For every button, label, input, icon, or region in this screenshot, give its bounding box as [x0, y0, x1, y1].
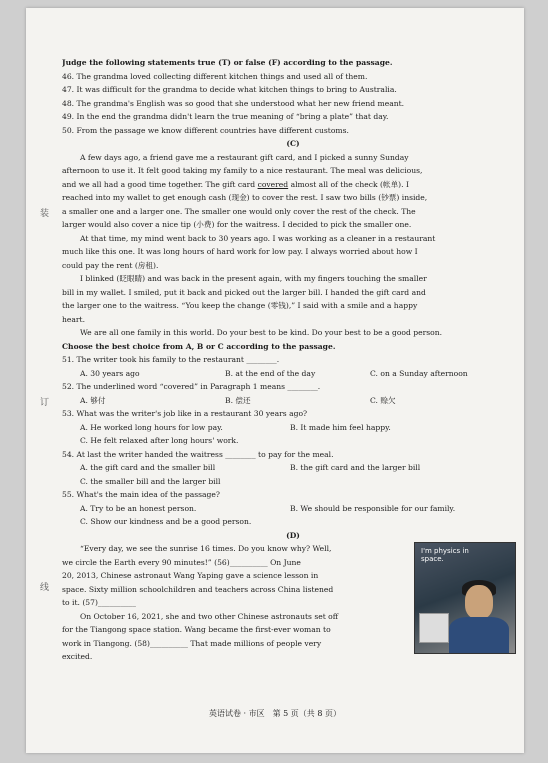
- passage-line: space. Sixty million schoolchildren and teachers across China listened: [62, 584, 334, 594]
- passage-line: excited.: [62, 652, 93, 661]
- options-row: [62, 502, 524, 516]
- tf-heading: Judge the following statements true (T) or false (F) according to the passage.: [62, 58, 393, 67]
- photo-caption: I'm physics in space.: [421, 547, 469, 563]
- mc-heading: Choose the best choice from A, B or C according to the passage.: [62, 341, 336, 351]
- binding-mark-zhuang: 装: [40, 209, 50, 219]
- question-stem: 55. What's the main idea of the passage?: [62, 490, 220, 499]
- tf-item: 50. From the passage we know different countries have different customs.: [62, 125, 349, 135]
- option-a: A. He worked long hours for low pay.: [80, 422, 223, 432]
- option-a: A. 30 years ago: [80, 368, 140, 378]
- option-c: C. the smaller bill and the larger bill: [80, 476, 221, 486]
- passage-line: we circle the Earth every 90 minutes!” (56)__________ On June: [62, 557, 301, 567]
- inset-photo: [419, 613, 449, 643]
- passage-line: to it. (57)__________: [62, 598, 136, 607]
- options-row: [62, 434, 524, 448]
- passage-line: a smaller one and a larger one. The smaller one would only cover the rest of the check. The: [62, 206, 416, 216]
- options-row: [62, 367, 524, 381]
- options-row: [62, 421, 524, 435]
- astronaut-photo: [414, 542, 516, 654]
- question-stem: 51. The writer took his family to the restaurant ________.: [62, 355, 280, 364]
- passage-line: heart.: [62, 314, 86, 324]
- option-a: A. 够付: [80, 395, 106, 405]
- tf-item: 46. The grandma loved collecting different kitchen things and used all of them.: [62, 71, 368, 81]
- option-a: A. the gift card and the smaller bill: [80, 463, 216, 472]
- passage-line: On October 16, 2021, she and two other Chinese astronauts set off: [80, 611, 339, 621]
- passage-line: for the Tiangong space station. Wang became the first-ever woman to: [62, 625, 331, 634]
- options-row: [62, 515, 524, 529]
- passage-line: the larger one to the waitress. “You keep the change (零钱),” I said with a smile and a happy: [62, 301, 418, 310]
- page-content: [62, 56, 524, 676]
- passage-line: reached into my wallet to get enough cash (现金) to cover the rest. I saw two bills (钞票) inside,: [62, 193, 428, 202]
- text-segment: almost all of the check (帐单). I: [288, 179, 409, 189]
- text-segment: and we all had a good time together. The gift card: [62, 179, 258, 189]
- options-row: [62, 475, 524, 489]
- passage-line: We are all one family in this world. Do your best to be kind. Do your best to be a good person.: [80, 328, 443, 337]
- option-c: C. Show our kindness and be a good person.: [80, 517, 252, 526]
- tf-item: 47. It was difficult for the grandma to decide what kitchen things to bring to Australia.: [62, 85, 397, 94]
- option-a: A. Try to be an honest person.: [80, 503, 197, 513]
- question-stem: 53. What was the writer's job like in a restaurant 30 years ago?: [62, 409, 308, 418]
- option-b: B. 偿还: [225, 395, 251, 405]
- option-c: C. 赊欠: [370, 395, 396, 405]
- passage-line: could pay the rent (房租).: [62, 260, 159, 270]
- option-b: B. It made him feel happy.: [290, 422, 391, 432]
- passage-line-with-underline: [62, 178, 524, 192]
- passage-line: 20, 2013, Chinese astronaut Wang Yaping gave a science lesson in: [62, 571, 319, 580]
- passage-line: A few days ago, a friend gave me a restaurant gift card, and I picked a sunny Sunday: [80, 152, 409, 162]
- passage-line: “Every day, we see the sunrise 16 times. Do you know why? Well,: [80, 544, 332, 553]
- passage-line: At that time, my mind went back to 30 years ago. I was working as a cleaner in a restaurant: [80, 233, 436, 243]
- passage-line: bill in my wallet. I smiled, put it back and picked out the larger bill. I handed the gift card and: [62, 287, 426, 297]
- passage-line: work in Tiangong. (58)__________ That made millions of people very: [62, 638, 322, 648]
- option-b: B. the gift card and the larger bill: [290, 463, 421, 472]
- page-footer: 英语试卷 · 市区 第 5 页（共 8 页）: [209, 709, 341, 718]
- question-stem: 54. At last the writer handed the waitress ________ to pay for the meal.: [62, 449, 334, 459]
- passage-line: afternoon to use it. It felt good taking my family to a nice restaurant. The meal was delicious,: [62, 166, 423, 175]
- binding-mark-xian: 线: [40, 583, 50, 593]
- astronaut-face: [465, 585, 493, 619]
- passage-line: much like this one. It was long hours of hard work for low pay. I always worried about how I: [62, 247, 418, 256]
- binding-mark-ding: 订: [40, 398, 50, 408]
- passage-line: larger would also cover a nice tip (小费) for the waitress. I decided to pick the smaller one.: [62, 220, 412, 229]
- passage-d-label: (D): [286, 530, 300, 540]
- passage-line: I blinked (眨眼睛) and was back in the present again, with my fingers touching the smaller: [80, 274, 427, 283]
- options-row: [62, 461, 524, 475]
- passage-d-text: [62, 542, 380, 664]
- option-c: C. on a Sunday afternoon: [370, 368, 468, 378]
- exam-page: [26, 8, 524, 753]
- option-b: B. We should be responsible for our family.: [290, 503, 456, 513]
- passage-d: [62, 542, 524, 676]
- option-b: B. at the end of the day: [225, 368, 316, 378]
- option-c: C. He felt relaxed after long hours' work.: [80, 436, 239, 445]
- tf-item: 48. The grandma's English was so good that she understood what her new friend meant.: [62, 98, 405, 108]
- underlined-word: covered: [257, 179, 289, 189]
- tf-item: 49. In the end the grandma didn't learn the true meaning of “bring a plate” that day.: [62, 112, 389, 121]
- options-row: [62, 394, 524, 408]
- astronaut-body: [449, 617, 509, 654]
- question-stem: 52. The underlined word “covered” in Paragraph 1 means ________.: [62, 382, 321, 391]
- passage-c-label: (C): [286, 139, 300, 148]
